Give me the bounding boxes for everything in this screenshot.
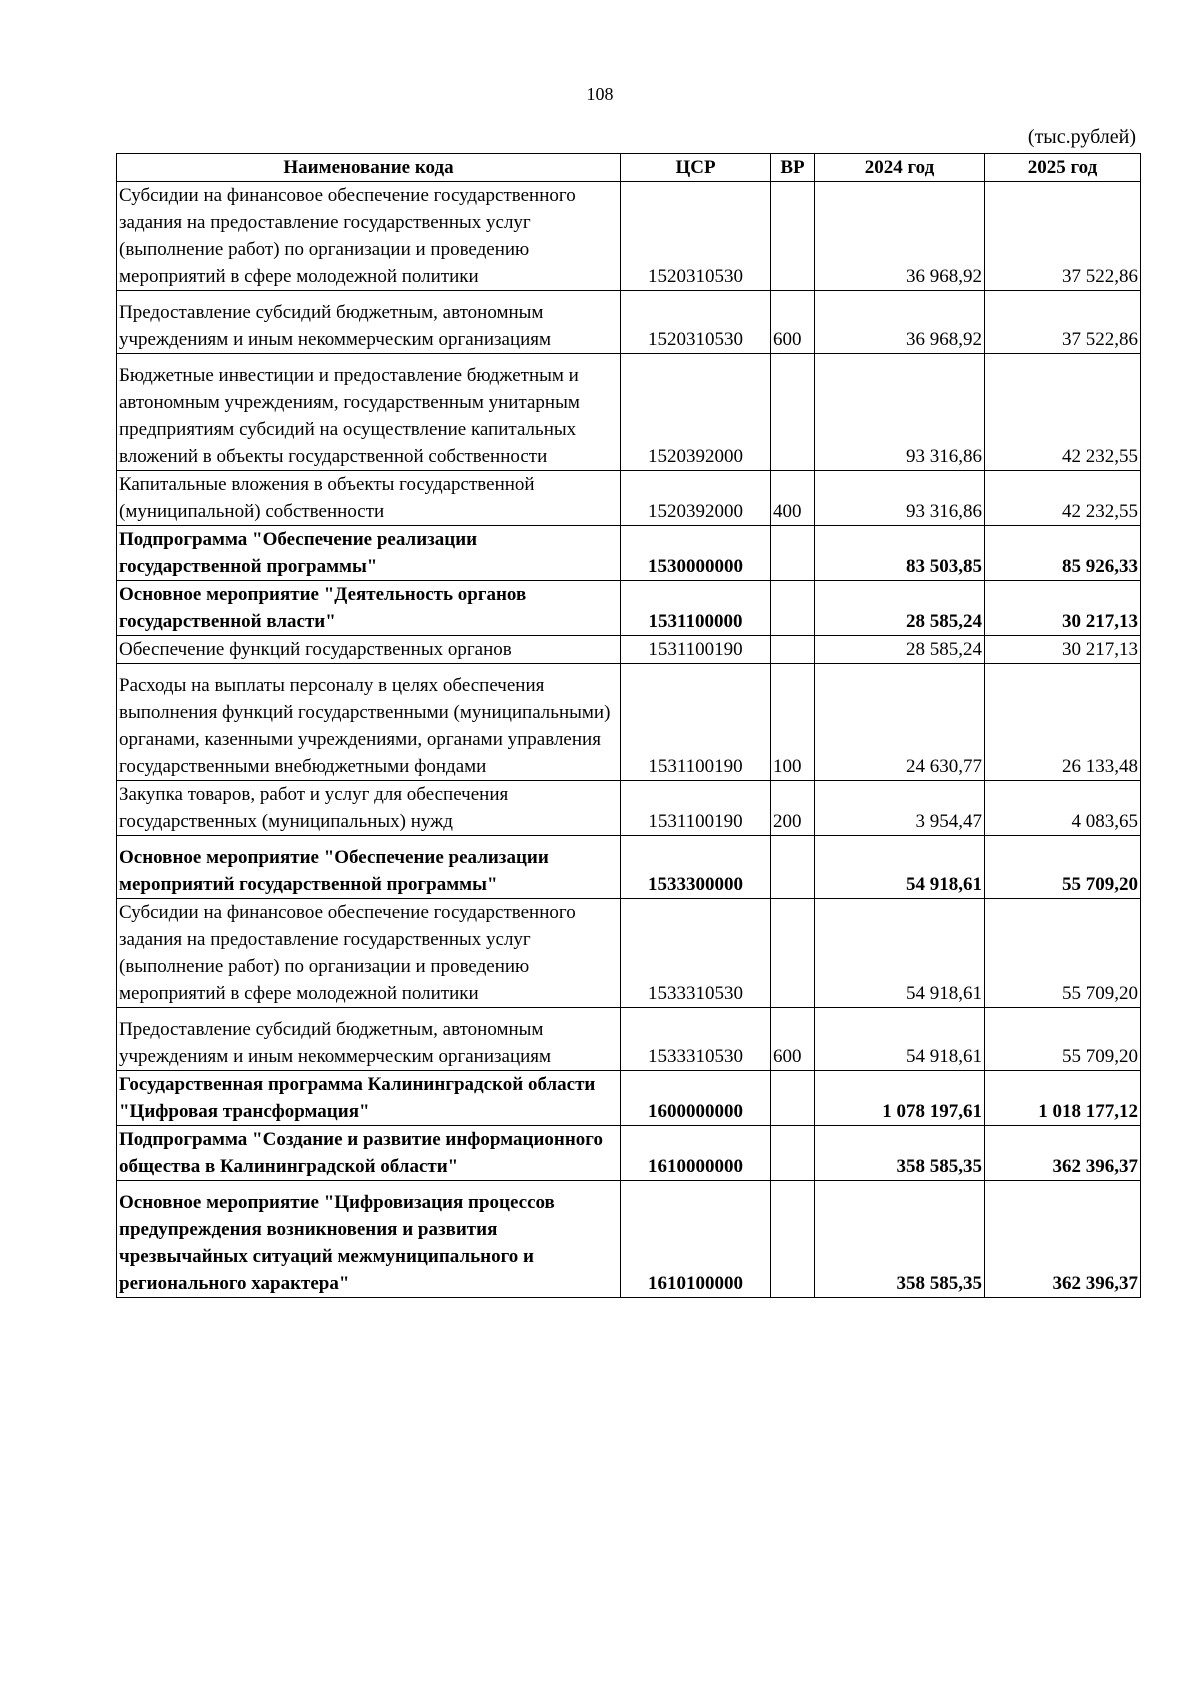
row-vr [771, 581, 815, 636]
row-2024: 54 918,61 [815, 1008, 985, 1071]
row-vr [771, 182, 815, 291]
row-2024: 3 954,47 [815, 781, 985, 836]
header-name: Наименование кода [117, 154, 621, 182]
row-2025: 30 217,13 [985, 581, 1141, 636]
row-vr: 400 [771, 471, 815, 526]
row-name: Капитальные вложения в объекты государственной (муниципальной) собственности [117, 471, 621, 526]
units-label: (тыс.рублей) [1027, 126, 1136, 148]
row-2025: 362 396,37 [985, 1126, 1141, 1181]
row-csr: 1531100190 [621, 781, 771, 836]
row-csr: 1520392000 [621, 471, 771, 526]
row-2025: 1 018 177,12 [985, 1071, 1141, 1126]
row-name: Предоставление субсидий бюджетным, автономным учреждениям и иным некоммерческим организациям [117, 1008, 621, 1071]
row-csr: 1520310530 [621, 182, 771, 291]
row-vr: 100 [771, 664, 815, 781]
row-2025: 37 522,86 [985, 182, 1141, 291]
row-2025: 26 133,48 [985, 664, 1141, 781]
row-csr: 1533310530 [621, 899, 771, 1008]
row-name: Подпрограмма "Создание и развитие информационного общества в Калининградской области" [117, 1126, 621, 1181]
row-name: Расходы на выплаты персоналу в целях обеспечения выполнения функций государственными (муниципальными) органами, казенными учреждениями, органами управления государственными внебюджетными фондами [117, 664, 621, 781]
row-vr [771, 1126, 815, 1181]
header-2025: 2025 год [985, 154, 1141, 182]
row-vr: 200 [771, 781, 815, 836]
row-2024: 36 968,92 [815, 182, 985, 291]
row-name: Основное мероприятие "Цифровизация процессов предупреждения возникновения и развития чрезвычайных ситуаций межмуниципального и регионального характера" [117, 1181, 621, 1298]
table-header-row [117, 154, 1141, 182]
row-csr: 1520310530 [621, 291, 771, 354]
table-row [117, 526, 1141, 581]
row-name: Субсидии на финансовое обеспечение государственного задания на предоставление государственных услуг (выполнение работ) по организации и проведению мероприятий в сфере молодежной политики [117, 899, 621, 1008]
row-vr [771, 636, 815, 664]
row-vr [771, 1181, 815, 1298]
row-2025: 42 232,55 [985, 354, 1141, 471]
row-2024: 93 316,86 [815, 471, 985, 526]
table-row [117, 1126, 1141, 1181]
table-row [117, 354, 1141, 471]
header-vr: ВР [771, 154, 815, 182]
row-name: Закупка товаров, работ и услуг для обеспечения государственных (муниципальных) нужд [117, 781, 621, 836]
table-row [117, 291, 1141, 354]
row-2025: 362 396,37 [985, 1181, 1141, 1298]
table-row [117, 664, 1141, 781]
table-row [117, 182, 1141, 291]
row-2025: 42 232,55 [985, 471, 1141, 526]
budget-table [116, 153, 1141, 1298]
row-vr [771, 836, 815, 899]
row-2025: 85 926,33 [985, 526, 1141, 581]
row-name: Субсидии на финансовое обеспечение государственного задания на предоставление государственных услуг (выполнение работ) по организации и проведению мероприятий в сфере молодежной политики [117, 182, 621, 291]
row-vr [771, 526, 815, 581]
row-2024: 54 918,61 [815, 899, 985, 1008]
row-name: Основное мероприятие "Деятельность органов государственной власти" [117, 581, 621, 636]
row-name: Государственная программа Калининградской области "Цифровая трансформация" [117, 1071, 621, 1126]
row-2024: 36 968,92 [815, 291, 985, 354]
row-csr: 1520392000 [621, 354, 771, 471]
row-2025: 55 709,20 [985, 899, 1141, 1008]
row-vr: 600 [771, 1008, 815, 1071]
row-vr [771, 899, 815, 1008]
row-csr: 1600000000 [621, 1071, 771, 1126]
row-2024: 28 585,24 [815, 581, 985, 636]
row-name: Предоставление субсидий бюджетным, автономным учреждениям и иным некоммерческим организациям [117, 291, 621, 354]
table-row [117, 1008, 1141, 1071]
row-2024: 358 585,35 [815, 1126, 985, 1181]
table-row [117, 636, 1141, 664]
row-csr: 1610100000 [621, 1181, 771, 1298]
row-csr: 1531100000 [621, 581, 771, 636]
row-csr: 1610000000 [621, 1126, 771, 1181]
row-name: Обеспечение функций государственных органов [117, 636, 621, 664]
row-2024: 93 316,86 [815, 354, 985, 471]
table-row [117, 836, 1141, 899]
row-name: Бюджетные инвестиции и предоставление бюджетным и автономным учреждениям, государственным унитарным предприятиям субсидий на осуществление капитальных вложений в объекты государственной собственности [117, 354, 621, 471]
table-row [117, 781, 1141, 836]
row-2025: 55 709,20 [985, 836, 1141, 899]
row-2024: 24 630,77 [815, 664, 985, 781]
row-vr: 600 [771, 291, 815, 354]
row-2025: 4 083,65 [985, 781, 1141, 836]
row-csr: 1533310530 [621, 1008, 771, 1071]
row-2024: 1 078 197,61 [815, 1071, 985, 1126]
row-name: Основное мероприятие "Обеспечение реализации мероприятий государственной программы" [117, 836, 621, 899]
row-2025: 37 522,86 [985, 291, 1141, 354]
row-2024: 54 918,61 [815, 836, 985, 899]
table-row [117, 581, 1141, 636]
row-csr: 1531100190 [621, 664, 771, 781]
row-2024: 358 585,35 [815, 1181, 985, 1298]
row-name: Подпрограмма "Обеспечение реализации государственной программы" [117, 526, 621, 581]
row-csr: 1530000000 [621, 526, 771, 581]
row-csr: 1531100190 [621, 636, 771, 664]
row-2025: 30 217,13 [985, 636, 1141, 664]
table-row [117, 471, 1141, 526]
row-vr [771, 1071, 815, 1126]
header-2024: 2024 год [815, 154, 985, 182]
table-row [117, 1181, 1141, 1298]
row-2024: 83 503,85 [815, 526, 985, 581]
table-row [117, 1071, 1141, 1126]
page-number: 108 [586, 84, 614, 104]
row-vr [771, 354, 815, 471]
header-csr: ЦСР [621, 154, 771, 182]
row-2025: 55 709,20 [985, 1008, 1141, 1071]
row-2024: 28 585,24 [815, 636, 985, 664]
table-row [117, 899, 1141, 1008]
row-csr: 1533300000 [621, 836, 771, 899]
